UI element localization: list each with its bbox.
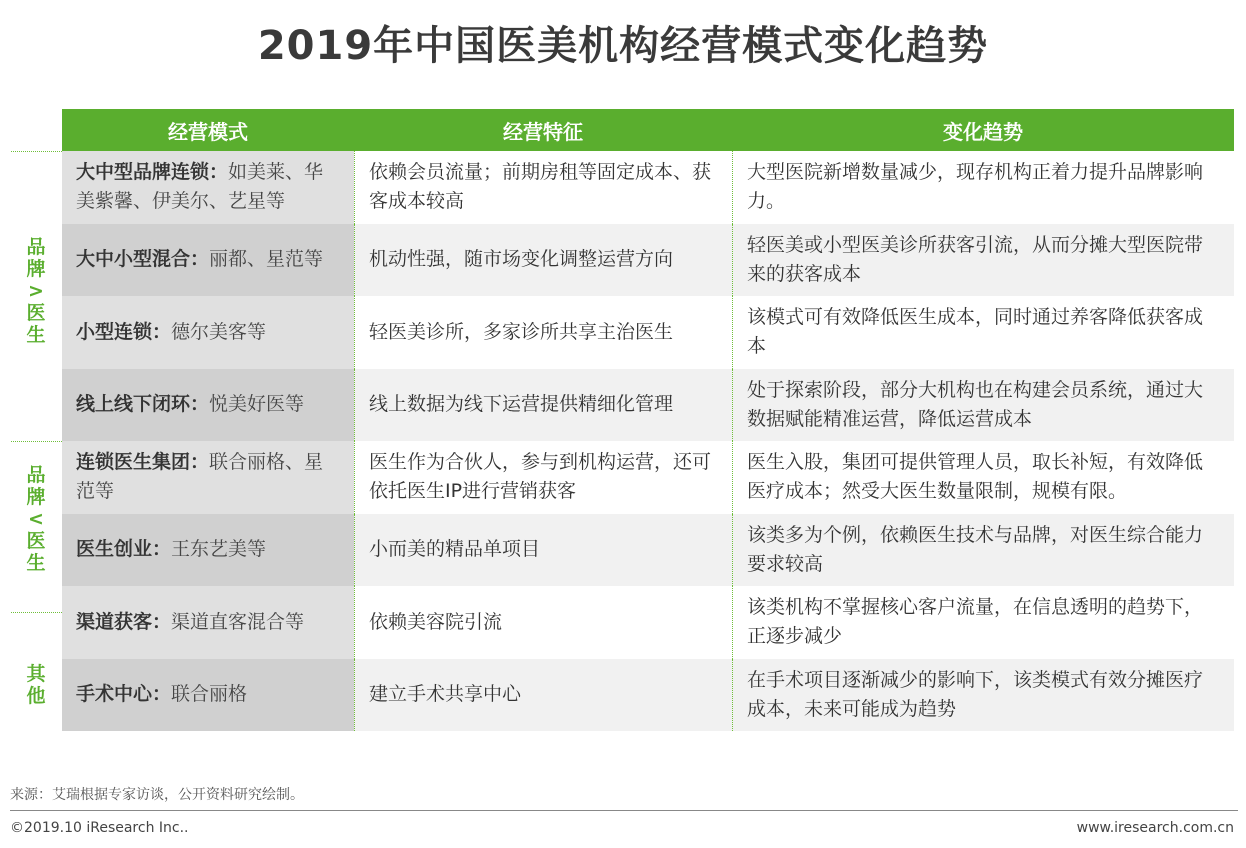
feature-cell: 依赖美容院引流 xyxy=(354,586,732,659)
group-label-char: 牌 xyxy=(26,258,46,280)
table-body xyxy=(62,151,1234,731)
mode-examples: 联合丽格、星范等 xyxy=(76,451,324,503)
table-header xyxy=(62,109,1234,151)
mode-cell xyxy=(62,441,354,514)
mode-cell xyxy=(62,586,354,659)
group-label-other xyxy=(22,663,50,707)
mode-cell xyxy=(62,151,354,224)
group-label-brand-over-doctor xyxy=(22,236,50,346)
group-divider xyxy=(11,151,62,152)
group-label-char: 其 xyxy=(26,663,46,685)
mode-cell xyxy=(62,514,354,587)
mode-examples: 联合丽格 xyxy=(171,683,248,706)
mode-cell xyxy=(62,369,354,442)
group-label-char: 他 xyxy=(26,685,46,707)
table-row xyxy=(62,514,1234,587)
feature-cell: 小而美的精品单项目 xyxy=(354,514,732,587)
source-note: 来源：艾瑞根据专家访谈，公开资料研究绘制。 xyxy=(10,787,304,803)
mode-table xyxy=(62,109,1234,731)
group-label-char: 品 xyxy=(26,464,46,486)
header-mode: 经营模式 xyxy=(168,119,248,144)
mode-examples: 渠道直客混合等 xyxy=(171,610,305,633)
header-feature: 经营特征 xyxy=(503,119,583,144)
mode-name: 渠道获客： xyxy=(76,610,172,633)
table-row xyxy=(62,224,1234,297)
website-link[interactable]: www.iresearch.com.cn xyxy=(1076,820,1234,836)
group-label-doctor-over-brand xyxy=(22,464,50,574)
feature-cell: 线上数据为线下运营提供精细化管理 xyxy=(354,369,732,442)
group-label-char: 生 xyxy=(26,324,46,346)
group-divider xyxy=(11,441,62,442)
table-row xyxy=(62,659,1234,732)
page-title: 2019年中国医美机构经营模式变化趋势 xyxy=(257,23,989,69)
copyright: ©2019.10 iResearch Inc.. xyxy=(10,820,189,836)
mode-name: 小型连锁： xyxy=(76,320,172,343)
mode-name: 大中小型混合： xyxy=(76,248,210,271)
trend-cell: 大型医院新增数量减少，现存机构正着力提升品牌影响力。 xyxy=(732,151,1234,224)
group-label-char: 品 xyxy=(26,236,46,258)
feature-cell: 医生作为合伙人，参与到机构运营，还可依托医生IP进行营销获客 xyxy=(354,441,732,514)
table-row xyxy=(62,369,1234,442)
mode-examples: 王东艺美等 xyxy=(171,538,267,561)
mode-cell xyxy=(62,296,354,369)
mode-name: 连锁医生集团： xyxy=(76,451,210,474)
feature-cell: 依赖会员流量；前期房租等固定成本、获客成本较高 xyxy=(354,151,732,224)
trend-cell: 该类机构不掌握核心客户流量，在信息透明的趋势下，正逐步减少 xyxy=(732,586,1234,659)
mode-examples: 丽都、星范等 xyxy=(209,248,324,271)
footer-divider xyxy=(10,810,1238,811)
trend-cell: 在手术项目逐渐减少的影响下，该类模式有效分摊医疗成本，未来可能成为趋势 xyxy=(732,659,1234,732)
mode-examples: 如美莱、华美紫馨、伊美尔、艺星等 xyxy=(76,161,324,213)
mode-name: 线上线下闭环： xyxy=(76,393,210,416)
trend-cell: 轻医美或小型医美诊所获客引流，从而分摊大型医院带来的获客成本 xyxy=(732,224,1234,297)
trend-cell: 该类多为个例，依赖医生技术与品牌，对医生综合能力要求较高 xyxy=(732,514,1234,587)
mode-name: 手术中心： xyxy=(76,683,172,706)
group-label-char: 生 xyxy=(26,552,46,574)
feature-cell: 机动性强，随市场变化调整运营方向 xyxy=(354,224,732,297)
header-trend: 变化趋势 xyxy=(943,119,1023,144)
feature-cell: 轻医美诊所，多家诊所共享主治医生 xyxy=(354,296,732,369)
table-row xyxy=(62,586,1234,659)
trend-cell: 医生入股，集团可提供管理人员，取长补短，有效降低医疗成本；然受大医生数量限制，规模有限。 xyxy=(732,441,1234,514)
mode-cell xyxy=(62,224,354,297)
trend-cell: 处于探索阶段，部分大机构也在构建会员系统，通过大数据赋能精准运营，降低运营成本 xyxy=(732,369,1234,442)
mode-examples: 悦美好医等 xyxy=(209,393,305,416)
group-divider xyxy=(11,612,62,613)
table-row xyxy=(62,441,1234,514)
group-label-char: > xyxy=(28,280,44,302)
mode-name: 大中型品牌连锁： xyxy=(76,161,229,184)
group-label-char: 医 xyxy=(26,302,46,324)
mode-cell xyxy=(62,659,354,732)
group-label-char: 牌 xyxy=(26,486,46,508)
mode-examples: 德尔美客等 xyxy=(171,320,267,343)
table-row xyxy=(62,151,1234,224)
group-label-char: 医 xyxy=(26,530,46,552)
trend-cell: 该模式可有效降低医生成本，同时通过养客降低获客成本 xyxy=(732,296,1234,369)
table-row xyxy=(62,296,1234,369)
group-label-char: < xyxy=(28,508,44,530)
feature-cell: 建立手术共享中心 xyxy=(354,659,732,732)
mode-name: 医生创业： xyxy=(76,538,172,561)
